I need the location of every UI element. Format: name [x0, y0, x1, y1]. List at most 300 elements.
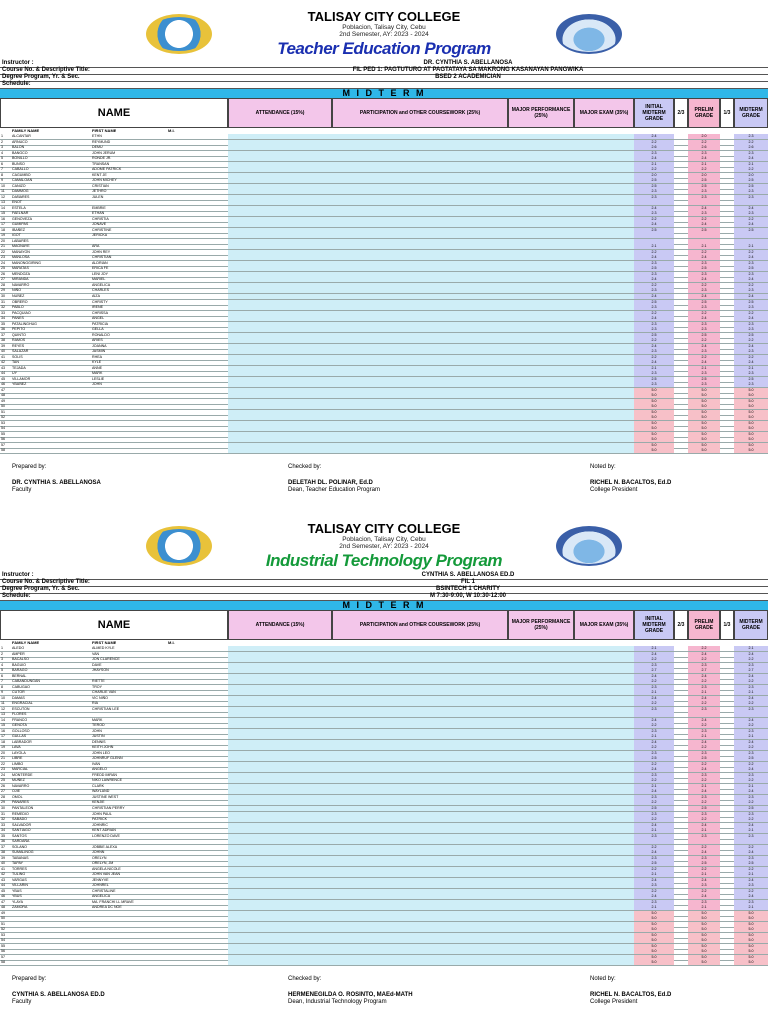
family-name: MAGNAYE: [12, 244, 30, 249]
score-cells: [228, 911, 634, 916]
midterm-grade: 2.1: [734, 734, 768, 739]
midterm-grade: 2.4: [734, 878, 768, 883]
first-name: RONDE JR.: [92, 156, 112, 161]
score-cells: [228, 233, 634, 238]
first-name: CHRISTIAN: [92, 255, 112, 260]
family-name: SALAZAR: [12, 349, 29, 354]
prelim-grade: 5.0: [688, 410, 720, 415]
initial-grade: 2.4: [634, 718, 674, 723]
score-cells: [228, 382, 634, 387]
row-number: 53: [1, 420, 5, 425]
prelim-grade: 2.3: [688, 349, 720, 354]
prelim-grade: 2.4: [688, 696, 720, 701]
blank-row: [0, 448, 768, 454]
family-name: ALEDO: [12, 646, 25, 650]
score-cells: [228, 404, 634, 409]
row-number: 24: [1, 772, 5, 777]
score-cells: [228, 845, 634, 850]
initial-grade: 2.4: [634, 894, 674, 899]
score-cells: [228, 767, 634, 772]
prepared-by-name: DR. CYNTHIA S. ABELLANOSA: [12, 480, 101, 486]
initial-grade: 2.1: [634, 646, 674, 651]
row-number: 7: [1, 679, 3, 684]
instructor-label: Instructor :: [2, 572, 34, 578]
row-number: 11: [1, 189, 5, 194]
prelim-grade: 2.0: [688, 173, 720, 178]
family-name: [12, 404, 90, 409]
row-number: 19: [1, 233, 5, 238]
family-name: PANTALEON: [12, 806, 34, 810]
row-number: 31: [1, 299, 5, 304]
sheet-header: [0, 520, 768, 572]
initial-grade: 2.3: [634, 261, 674, 266]
prelim-grade: 2.2: [688, 311, 720, 316]
row-number: 11: [1, 701, 5, 706]
midterm-grade: 5.0: [734, 437, 768, 442]
first-name: KEITH JOHN: [92, 745, 114, 750]
row-number: 34: [1, 828, 5, 833]
row-number: 36: [1, 327, 5, 332]
score-cells: [228, 916, 634, 921]
row-number: 21: [1, 756, 5, 761]
prelim-grade: 2.4: [688, 222, 720, 227]
row-number: 30: [1, 294, 5, 298]
first-name: [92, 922, 166, 927]
midterm-grade: 2.3: [734, 305, 768, 310]
two-thirds-header: 2/3: [674, 610, 688, 640]
major-exam-header: MAJOR EXAM (35%): [574, 98, 634, 128]
score-cells: [228, 745, 634, 750]
prelim-grade: 2.4: [688, 767, 720, 772]
row-number: 2: [1, 651, 3, 656]
family-name: LABRADOR: [12, 739, 32, 744]
first-name: ANGELICA: [92, 894, 111, 899]
family-name: ARNUCO: [12, 139, 28, 144]
row-number: 51: [1, 921, 5, 926]
initial-grade: 2.3: [634, 288, 674, 293]
row-number: 20: [1, 750, 5, 755]
midterm-grade: 2.3: [734, 288, 768, 293]
prelim-grade: 5.0: [688, 960, 720, 965]
initial-grade: 5.0: [634, 911, 674, 916]
score-cells: [228, 663, 634, 668]
prelim-grade: 5.0: [688, 426, 720, 431]
midterm-grade: 2.4: [734, 277, 768, 282]
family-name-label: FAMILY NAME: [12, 640, 40, 645]
prelim-grade: 5.0: [688, 437, 720, 442]
prelim-grade: 5.0: [688, 916, 720, 921]
initial-grade: 5.0: [634, 938, 674, 943]
first-name: [92, 933, 166, 938]
family-name: AMPER: [12, 651, 25, 656]
first-name: ALMED KYLE: [92, 646, 115, 650]
midterm-grade: 2.2: [734, 217, 768, 222]
family-name: VARGAS: [12, 877, 27, 882]
first-name: DEMU: [92, 145, 103, 150]
row-number: 13: [1, 712, 5, 717]
first-name: JUSTIN: [92, 734, 105, 739]
first-name: KENT ADRIAN: [92, 828, 116, 833]
family-name: BACALSO: [12, 657, 29, 662]
first-name: CHRISTIAN PERRY: [92, 806, 125, 810]
family-name: TULING: [12, 872, 26, 877]
score-cells: [228, 701, 634, 706]
score-cells: [228, 679, 634, 684]
prelim-grade: 2.5: [688, 861, 720, 866]
course-value: FIL 1: [461, 579, 475, 585]
score-cells: [228, 305, 634, 310]
first-name: EMBRIE: [92, 205, 106, 210]
major-performance-header: MAJOR PERFORMANCE (25%): [508, 610, 574, 640]
family-name: CAGUMBO: [12, 172, 31, 177]
prelim-grade: 2.2: [688, 646, 720, 651]
row-number: 38: [1, 850, 5, 855]
first-name: NIKO LAWRENCE: [92, 778, 123, 783]
midterm-banner: M I D T E R M: [0, 89, 768, 98]
first-name: VAN: [92, 651, 100, 656]
row-number: 8: [1, 684, 3, 689]
midterm-grade: 2.1: [734, 828, 768, 833]
first-name: JHAYSON: [92, 668, 109, 673]
first-name: ARIES: [92, 338, 103, 343]
initial-grade: 5.0: [634, 448, 674, 453]
midterm-grade: 2.3: [734, 707, 768, 712]
score-cells: [228, 388, 634, 393]
first-name: [92, 239, 166, 244]
checked-by-label: Checked by:: [288, 976, 322, 982]
initial-grade: 5.0: [634, 927, 674, 932]
midterm-grade: 2.2: [734, 800, 768, 805]
initial-grade: 2.5: [634, 806, 674, 811]
initial-grade: 2.2: [634, 745, 674, 750]
row-number: 29: [1, 800, 5, 805]
prelim-grade: 2.5: [688, 300, 720, 305]
initial-grade: 5.0: [634, 933, 674, 938]
midterm-grade: [734, 239, 768, 244]
first-name: [92, 426, 166, 431]
row-number: 1: [1, 134, 3, 138]
family-name: UY: [12, 371, 17, 376]
midterm-grade: 5.0: [734, 933, 768, 938]
prelim-grade: 2.6: [688, 145, 720, 150]
family-name: RAMOS: [12, 338, 26, 343]
midterm-grade: 2.1: [734, 366, 768, 371]
prelim-grade: 2.4: [688, 894, 720, 899]
score-cells: [228, 266, 634, 271]
score-cells: [228, 685, 634, 690]
initial-grade: 2.4: [634, 294, 674, 299]
first-name: JASMIN: [92, 349, 106, 354]
family-name: [12, 949, 90, 954]
row-number: 57: [1, 442, 5, 447]
family-name: MANLOSA: [12, 255, 30, 260]
instructor-label: Instructor :: [2, 60, 34, 66]
first-name: IVAN: [92, 761, 101, 766]
first-name: [92, 410, 166, 415]
initial-grade: 2.3: [634, 349, 674, 354]
prelim-grade: 2.1: [688, 366, 720, 371]
major-performance-header: MAJOR PERFORMANCE (25%): [508, 98, 574, 128]
score-cells: [228, 338, 634, 343]
score-cells: [228, 399, 634, 404]
score-cells: [228, 151, 634, 156]
row-number: 6: [1, 161, 3, 166]
family-name: [12, 960, 90, 965]
row-number: 8: [1, 172, 3, 177]
degree-label: Degree Program, Yr. & Sec.: [2, 74, 80, 80]
score-cells: [228, 288, 634, 293]
midterm-grade: 5.0: [734, 949, 768, 954]
score-cells: [228, 955, 634, 960]
prelim-grade: 2.1: [688, 690, 720, 695]
score-cells: [228, 134, 634, 139]
family-name: LIBRE: [12, 756, 23, 761]
row-number: 10: [1, 695, 5, 700]
row-number: 9: [1, 690, 3, 695]
row-number: 14: [1, 205, 5, 210]
family-name: MENDOZA: [12, 271, 30, 276]
initial-grade: 2.4: [634, 823, 674, 828]
initial-grade: 2.2: [634, 140, 674, 145]
prelim-grade: 2.4: [688, 740, 720, 745]
row-number: 39: [1, 855, 5, 860]
first-name-label: FIRST NAME: [92, 640, 117, 645]
prelim-grade-header: PRELIM GRADE: [688, 98, 720, 128]
family-name: [12, 916, 90, 921]
score-cells: [228, 311, 634, 316]
score-cells: [228, 222, 634, 227]
midterm-grade: 2.3: [734, 272, 768, 277]
first-name: [92, 443, 166, 448]
row-number: 54: [1, 938, 5, 943]
prelim-grade: 2.3: [688, 812, 720, 817]
family-name: PEPITO: [12, 327, 26, 332]
first-name: [92, 960, 166, 965]
midterm-grade: 5.0: [734, 393, 768, 398]
score-cells: [228, 206, 634, 211]
midterm-grade: 2.2: [734, 762, 768, 767]
family-name: [12, 399, 90, 404]
first-name: [92, 949, 166, 954]
score-cells: [228, 690, 634, 695]
row-number: 16: [1, 216, 5, 221]
prepared-by-label: Prepared by:: [12, 464, 47, 470]
row-number: 48: [1, 393, 5, 398]
mi-label: M.I.: [168, 640, 175, 645]
midterm-grade: [734, 233, 768, 238]
midterm-grade: 2.3: [734, 856, 768, 861]
row-number: 3: [1, 657, 3, 662]
initial-grade: 5.0: [634, 437, 674, 442]
midterm-grade: 2.5: [734, 184, 768, 189]
prelim-grade: 5.0: [688, 388, 720, 393]
row-number: 40: [1, 349, 5, 354]
row-number: 28: [1, 282, 5, 287]
midterm-grade: 2.3: [734, 900, 768, 905]
midterm-grade: 2.2: [734, 140, 768, 145]
score-cells: [228, 294, 634, 299]
score-cells: [228, 300, 634, 305]
score-cells: [228, 228, 634, 233]
initial-grade: 5.0: [634, 426, 674, 431]
initial-grade: 2.3: [634, 883, 674, 888]
prelim-grade: 5.0: [688, 944, 720, 949]
initial-grade: 5.0: [634, 949, 674, 954]
prelim-grade: 5.0: [688, 911, 720, 916]
initial-grade: 2.5: [634, 178, 674, 183]
prelim-grade: 2.2: [688, 778, 720, 783]
first-name: FREDD IMRAN: [92, 772, 117, 777]
initial-grade: 2.3: [634, 751, 674, 756]
score-cells: [228, 426, 634, 431]
participation-header: PARTICIPATION and OTHER COURSEWORK (25%): [332, 610, 508, 640]
first-name: LESLIE: [92, 376, 105, 381]
name-header: NAME: [0, 98, 228, 128]
first-name: JON CLARENCE: [92, 657, 120, 662]
first-name: JULEN: [92, 194, 104, 199]
prelim-grade: 2.2: [688, 817, 720, 822]
score-cells: [228, 900, 634, 905]
midterm-grade: 2.3: [734, 812, 768, 817]
row-number: 22: [1, 761, 5, 766]
row-number: 15: [1, 723, 5, 728]
midterm-grade-header: MIDTERM GRADE: [734, 610, 768, 640]
score-cells: [228, 652, 634, 657]
row-number: 44: [1, 883, 5, 888]
first-name: ORELYN: [92, 855, 107, 860]
first-name: JOHN: [92, 382, 102, 387]
score-cells: [228, 894, 634, 899]
prelim-grade: 5.0: [688, 949, 720, 954]
midterm-grade: 5.0: [734, 426, 768, 431]
first-name: PATRICK: [92, 817, 108, 822]
initial-grade: 2.3: [634, 327, 674, 332]
prelim-grade: 5.0: [688, 399, 720, 404]
initial-grade: 2.4: [634, 652, 674, 657]
instructor-value: CYNTHIA S. ABELLANOSA ED.D: [421, 572, 515, 578]
college-name: TALISAY CITY COLLEGE: [307, 521, 461, 536]
row-number: 7: [1, 167, 3, 172]
score-cells: [228, 740, 634, 745]
family-name: QUINTO: [12, 332, 26, 337]
prelim-grade: 2.5: [688, 333, 720, 338]
row-number: 40: [1, 861, 5, 866]
initial-grade: 5.0: [634, 388, 674, 393]
row-number: 37: [1, 844, 5, 849]
score-cells: [228, 696, 634, 701]
prepared-by-title: Faculty: [12, 487, 32, 493]
sheet-header: [0, 8, 768, 60]
first-name: MARK: [92, 717, 103, 722]
prelim-grade: 2.2: [688, 657, 720, 662]
family-name: ALCANTAR: [12, 134, 31, 138]
midterm-grade: 5.0: [734, 448, 768, 453]
first-name: JOANNA: [92, 343, 107, 348]
midterm-grade: 2.3: [734, 883, 768, 888]
initial-grade: 2.5: [634, 333, 674, 338]
score-cells: [228, 145, 634, 150]
first-name: VIC NIÑO: [92, 695, 108, 700]
midterm-grade: 2.2: [734, 338, 768, 343]
row-number: 32: [1, 305, 5, 310]
first-name: [92, 712, 166, 717]
family-name-label: FAMILY NAME: [12, 128, 40, 133]
family-name: [12, 421, 90, 426]
initial-grade: 2.4: [634, 878, 674, 883]
family-name: PACQUIAO: [12, 310, 31, 315]
family-name: MIRANDA: [12, 277, 29, 282]
attendance-header: ATTENDANCE (15%): [228, 610, 332, 640]
instructor-value: DR. CYNTHIA S. ABELLANOSA: [423, 60, 513, 66]
row-number: 13: [1, 200, 5, 205]
initial-grade: 5.0: [634, 415, 674, 420]
midterm-grade: 2.4: [734, 850, 768, 855]
score-cells: [228, 944, 634, 949]
row-number: 47: [1, 387, 5, 392]
first-name: KENT JE: [92, 172, 107, 177]
family-name: TAPAY: [12, 861, 23, 866]
row-number: 14: [1, 717, 5, 722]
initial-grade: 2.2: [634, 845, 674, 850]
score-cells: [228, 261, 634, 266]
family-name: [12, 911, 90, 916]
first-name: ANDREA DC NOE: [92, 905, 122, 910]
family-name: GUMIPAS: [12, 222, 29, 227]
first-name: CHARLES: [92, 288, 109, 293]
family-name: YBAS: [12, 888, 22, 893]
score-cells: [228, 784, 634, 789]
midterm-grade: 2.3: [734, 151, 768, 156]
family-name: IGOT: [12, 233, 21, 238]
row-number: 23: [1, 255, 5, 260]
checked-by-name: DELETAH DL. POLINAR, Ed.D: [288, 480, 373, 486]
midterm-grade: 2.2: [734, 745, 768, 750]
family-name: MARATAS: [12, 266, 29, 271]
midterm-grade: 2.5: [734, 756, 768, 761]
row-number: 6: [1, 673, 3, 678]
score-cells: [228, 333, 634, 338]
family-name: OBRERO: [12, 299, 28, 304]
midterm-grade-header: MIDTERM GRADE: [734, 98, 768, 128]
family-name: ESCUTON: [12, 706, 30, 711]
prelim-grade: 2.3: [688, 773, 720, 778]
row-number: 41: [1, 866, 5, 871]
family-name: CUTOR: [12, 690, 25, 695]
midterm-grade: 2.1: [734, 872, 768, 877]
family-name: [12, 410, 90, 415]
score-cells: [228, 195, 634, 200]
family-name: [12, 432, 90, 437]
initial-grade: 5.0: [634, 399, 674, 404]
family-name: LAVA: [12, 745, 21, 750]
mi-label: M.I.: [168, 128, 175, 133]
midterm-grade: 2.2: [734, 679, 768, 684]
initial-grade: 2.3: [634, 900, 674, 905]
prelim-grade: 2.2: [688, 701, 720, 706]
row-number: 42: [1, 360, 5, 365]
grade-sheet-2: [0, 520, 768, 1020]
row-number: 25: [1, 266, 5, 271]
family-name: ENOT: [12, 200, 22, 205]
midterm-grade: 2.2: [734, 311, 768, 316]
initial-grade: 5.0: [634, 443, 674, 448]
score-cells: [228, 244, 634, 249]
score-cells: [228, 322, 634, 327]
prelim-grade: 5.0: [688, 955, 720, 960]
score-cells: [228, 778, 634, 783]
score-cells: [228, 272, 634, 277]
initial-grade: 2.1: [634, 366, 674, 371]
